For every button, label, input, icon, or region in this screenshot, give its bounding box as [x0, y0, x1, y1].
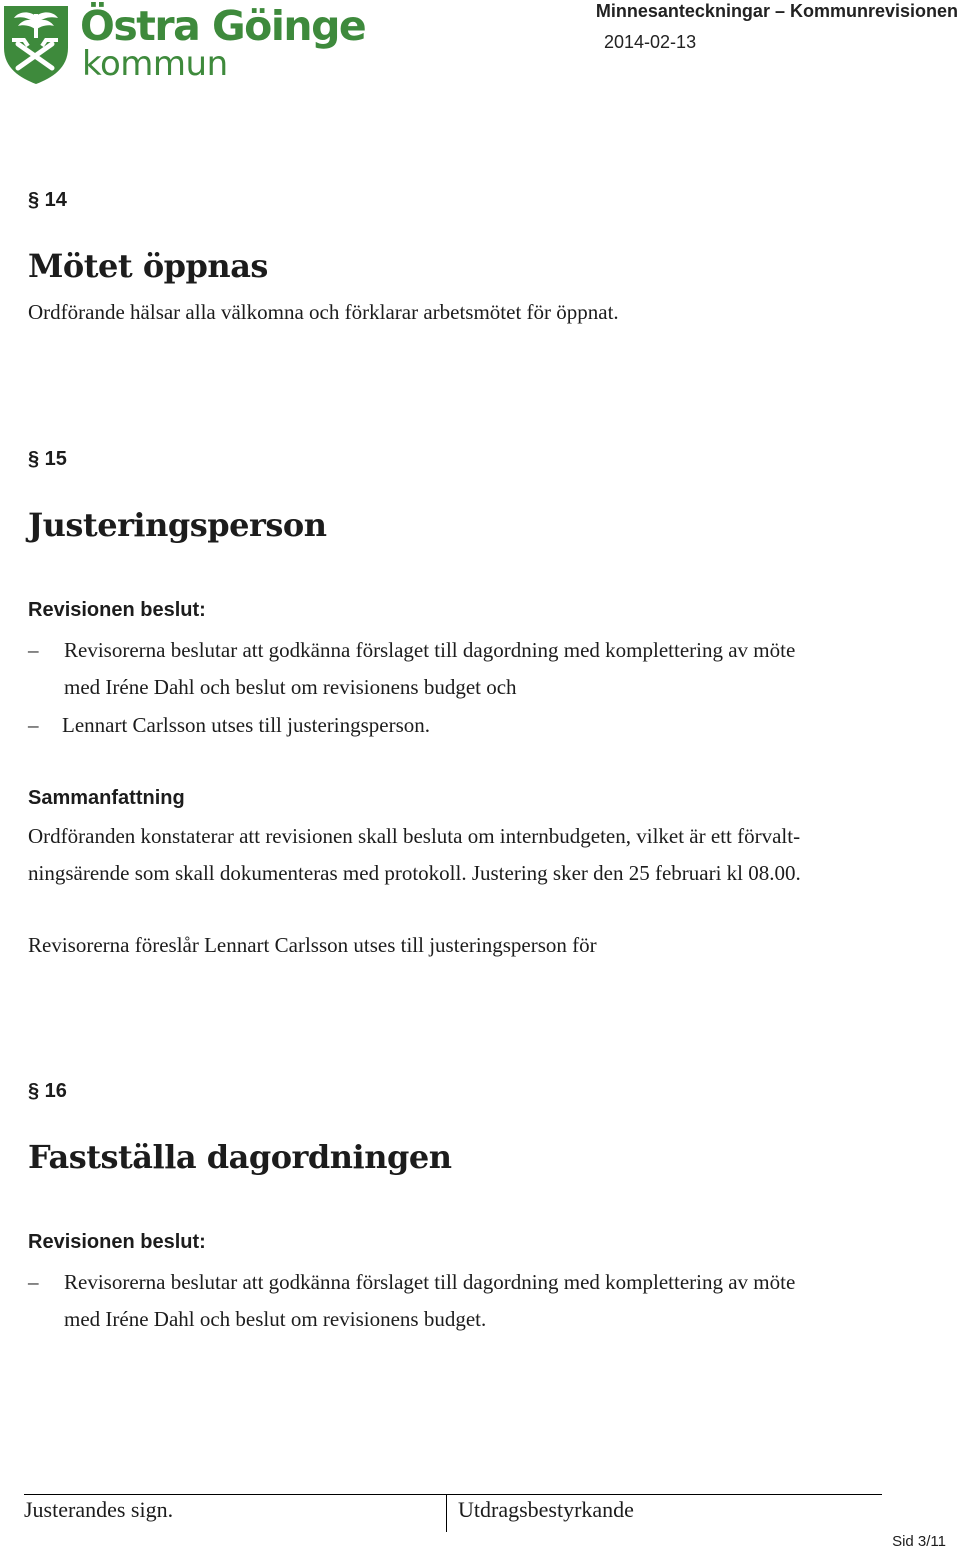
proposal-paragraph: Revisorerna föreslår Lennart Carlsson utses till justeringsperson för: [28, 933, 597, 957]
page-number: Sid 3/11: [892, 1533, 946, 1550]
list-bullet: –: [28, 1270, 39, 1294]
list-item-line: Lennart Carlsson utses till justeringsperson.: [62, 713, 431, 737]
body-paragraph: Ordförande hälsar alla välkomna och förklarar arbetsmötet för öppnat.: [28, 300, 619, 324]
list-item-line: Revisorerna beslutar att godkänna förslaget till dagordning med komplettering av möte: [64, 638, 796, 662]
section-heading: Justeringsperson: [28, 506, 327, 544]
section-heading: Fastställa dagordningen: [28, 1138, 452, 1176]
brand-name: Östra Göinge: [80, 2, 366, 50]
footer-divider-line: [24, 1494, 882, 1495]
brand-subtitle: kommun: [82, 44, 228, 84]
document-date: 2014-02-13: [604, 32, 697, 52]
extract-certification-label: Utdragsbestyrkande: [458, 1497, 634, 1522]
list-item-line: med Iréne Dahl och beslut om revisionens budget.: [64, 1307, 487, 1331]
summary-line: ningsärende som skall dokumenteras med protokoll. Justering sker den 25 februari kl 08.00.: [28, 861, 801, 885]
summary-line: Ordföranden konstaterar att revisionen skall besluta om internbudgeten, vilket är ett förvalt-: [28, 824, 801, 848]
list-bullet: –: [28, 713, 39, 737]
list-item-line: med Iréne Dahl och beslut om revisionens budget och: [64, 675, 517, 699]
section-heading: Mötet öppnas: [28, 247, 268, 285]
list-item-line: Revisorerna beslutar att godkänna förslaget till dagordning med komplettering av möte: [64, 1270, 796, 1294]
section-number: § 16: [28, 1080, 67, 1102]
municipality-coat-of-arms-logo: [2, 4, 70, 86]
section-number: § 14: [28, 189, 67, 211]
summary-label: Sammanfattning: [28, 787, 185, 809]
decision-label: Revisionen beslut:: [28, 599, 206, 621]
document-title: Minnesanteckningar – Kommunrevisionen: [595, 1, 958, 21]
decision-label: Revisionen beslut:: [28, 1231, 206, 1253]
list-bullet: –: [28, 638, 39, 662]
footer-column-divider: [446, 1494, 447, 1532]
signature-label: Justerandes sign.: [24, 1497, 174, 1522]
section-number: § 15: [28, 448, 67, 470]
